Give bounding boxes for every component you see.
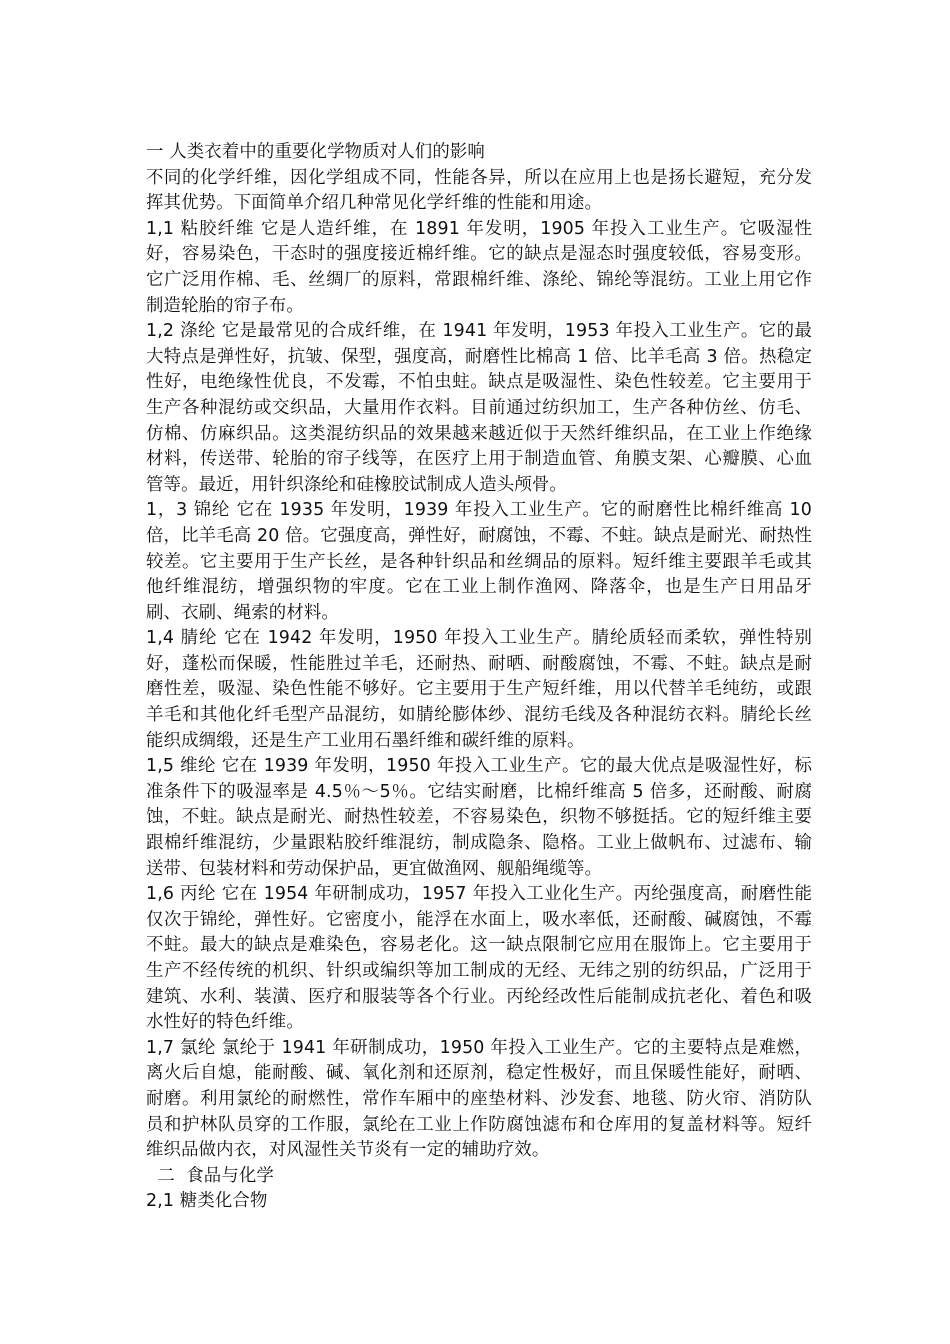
intro-paragraph: 不同的化学纤维，因化学组成不同，性能各异，所以在应用上也是扬长避短，充分发挥其优势。下面简单介绍几种常见化学纤维的性能和用途。 [146, 167, 812, 214]
section-heading-clothing-chemicals: 一 人类衣着中的重要化学物质对人们的影响 [146, 142, 485, 162]
paragraph-viscose-fiber: 1,1 粘胶纤维 它是人造纤维，在 1891 年发明，1905 年投入工业生产。它吸湿性好，容易染色，干态时的强度接近棉纤维。它的缺点是湿态时强度较低，容易变形。它广泛用作棉、毛、丝绸厂的原料，常跟棉纤维、涤纶、锦纶等混纺。工业上用它作制造轮胎的帘子布。 [146, 218, 812, 316]
section-heading-food-chemistry: 二 食品与化学 [146, 1165, 274, 1186]
paragraph-acrylic: 1,4 腈纶 它在 1942 年发明，1950 年投入工业生产。腈纶质轻而柔软，弹性特别好，蓬松而保暖，性能胜过羊毛，还耐热、耐晒、耐酸腐蚀，不霉、不蛀。缺点是耐磨性差，吸湿、染色性能不够好。它主要用于生产短纤维，用以代替羊毛纯纺，或跟羊毛和其他化纤毛型产品混纺，如腈纶膨体纱、混纺毛线及各种混纺衣料。腈纶长丝能织成绸缎，还是生产工业用石墨纤维和碳纤维的原料。 [146, 628, 812, 751]
paragraph-polyester: 1,2 涤纶 它是最常见的合成纤维，在 1941 年发明，1953 年投入工业生产。它的最大特点是弹性好，抗皱、保型，强度高，耐磨性比棉高 1 倍、比羊毛高 3 倍。热稳定性好，电绝缘性优良，不发霉，不怕虫蛀。缺点是吸湿性、染色性较差。它主要用于生产各种混纺或交织品，大量用作衣料。目前通过纺织加工，生产各种仿丝、仿毛、仿棉、仿麻织品。这类混纺织品的效果越来越近似于天然纤维织品，在工业上作绝缘材料，传送带、轮胎的帘子线等，在医疗上用于制造血管、角膜支架、心瓣膜、心血管等。最近，用针织涤纶和硅橡胶试制成人造头颅骨。 [146, 321, 812, 495]
subsection-heading-carbohydrates: 2,1 糖类化合物 [146, 1191, 268, 1212]
document-body [146, 140, 812, 1215]
paragraph-polyvinyl-chloride: 1,7 氯纶 氯纶于 1941 年研制成功，1950 年投入工业生产。它的主要特点是难燃，离火后自熄，能耐酸、碱、氧化剂和还原剂，稳定性极好，而且保暖性能好，耐晒、耐磨。利用氯纶的耐燃性，常作车厢中的座垫材料、沙发套、地毯、防火帘、消防队员和护林队员穿的工作服，氯纶在工业上作防腐蚀滤布和仓库用的复盖材料等。短纤维织品做内衣，对风湿性关节炎有一定的辅助疗效。 [146, 1037, 812, 1161]
paragraph-nylon: 1，3 锦纶 它在 1935 年发明，1939 年投入工业生产。它的耐磨性比棉纤维高 10 倍，比羊毛高 20 倍。它强度高，弹性好，耐腐蚀，不霉、不蛀。缺点是耐光、耐热性较差。它主要用于生产长丝，是各种针织品和丝绸品的原料。短纤维主要跟羊毛或其他纤维混纺，增强织物的牢度。它在工业上制作渔网、降落伞，也是生产日用品牙刷、衣刷、绳索的材料。 [146, 500, 812, 623]
paragraph-polypropylene: 1,6 丙纶 它在 1954 年研制成功，1957 年投入工业化生产。丙纶强度高，耐磨性能仅次于锦纶，弹性好。它密度小，能浮在水面上，吸水率低，还耐酸、碱腐蚀，不霉不蛀。最大的缺点是难染色，容易老化。这一缺点限制它应用在服饰上。它主要用于生产不经传统的机织、针织或编织等加工制成的无经、无纬之别的纺织品，广泛用于建筑、水利、装潢、医疗和服装等各个行业。丙纶经改性后能制成抗老化、着色和吸水性好的特色纤维。 [146, 884, 812, 1033]
paragraph-vinylon: 1,5 维纶 它在 1939 年发明，1950 年投入工业生产。它的最大优点是吸湿性好，标准条件下的吸湿率是 4.5％～5％。它结实耐磨，比棉纤维高 5 倍多，还耐酸、耐腐蚀，不蛀。缺点是耐光、耐热性较差，不容易染色，织物不够挺括。它的短纤维主要跟棉纤维混纺，少量跟粘胶纤维混纺，制成隐条、隐格。工业上做帆布、过滤布、输送带、包装材料和劳动保护品，更宜做渔网、舰船绳缆等。 [146, 756, 812, 879]
